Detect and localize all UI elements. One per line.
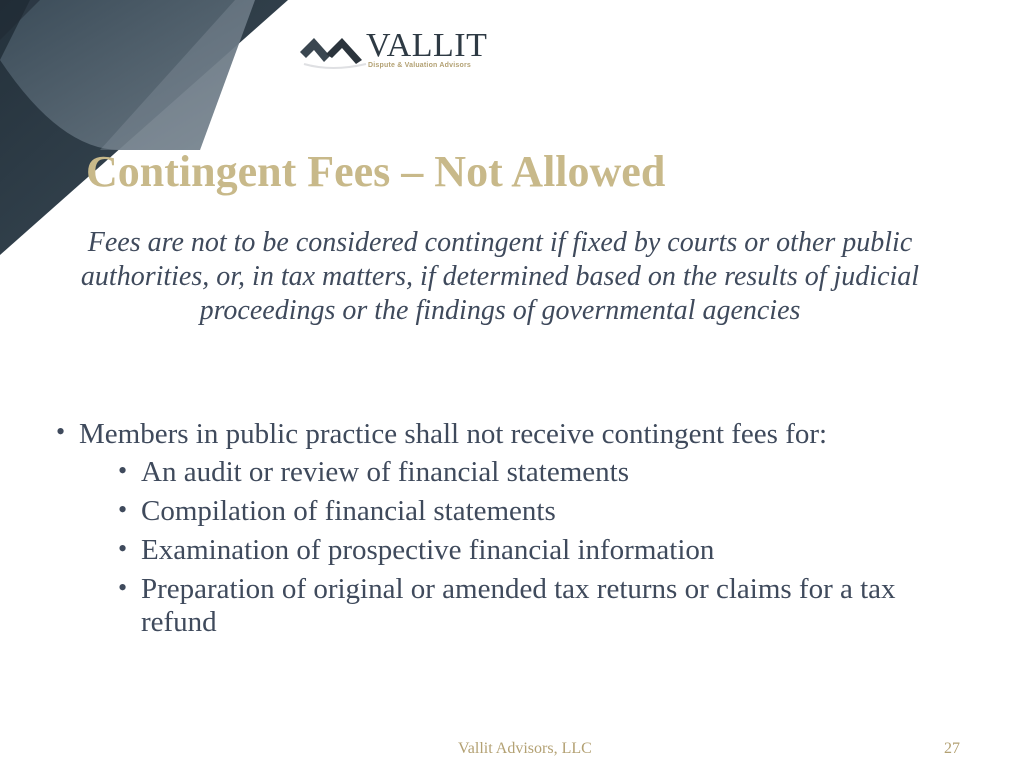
sub-bullet-text: Compilation of financial statements [141,495,556,527]
sub-bullet-item [118,495,961,528]
bullet-dot-icon: • [118,456,128,485]
bullet-dot-icon: • [118,534,128,563]
sub-bullet-item [118,534,961,567]
sub-bullet-text: Examination of prospective financial information [141,534,715,566]
bullet-dot-icon: • [56,417,66,446]
slide-title: Contingent Fees – Not Allowed [86,147,666,196]
double-chevron-logo-icon [296,30,368,70]
logo [296,28,496,78]
logo-wordmark: VALLIT [366,27,488,64]
sub-bullet-item [118,573,961,639]
sub-bullet-text: An audit or review of financial statements [141,456,630,488]
sub-bullet-list [79,456,956,639]
bullet-list [56,416,956,645]
footer-company: Vallit Advisors, LLC [458,740,592,757]
bullet-item [56,416,956,639]
bullet-dot-icon: • [118,573,128,602]
sub-bullet-text: Preparation of original or amended tax returns or claims for a tax refund [141,573,896,638]
bullet-text: Members in public practice shall not receive contingent fees for: [79,418,828,450]
bullet-dot-icon: • [118,495,128,524]
page-number: 27 [944,740,960,757]
corner-decoration [0,0,300,260]
logo-tagline: Dispute & Valuation Advisors [368,62,471,69]
sub-bullet-item [118,456,961,489]
slide-subtitle: Fees are not to be considered contingent if fixed by courts or other public authorities, or, in tax matters, if determined based on the results of judicial proceedings or the findings of governmental agencies [80,227,920,326]
